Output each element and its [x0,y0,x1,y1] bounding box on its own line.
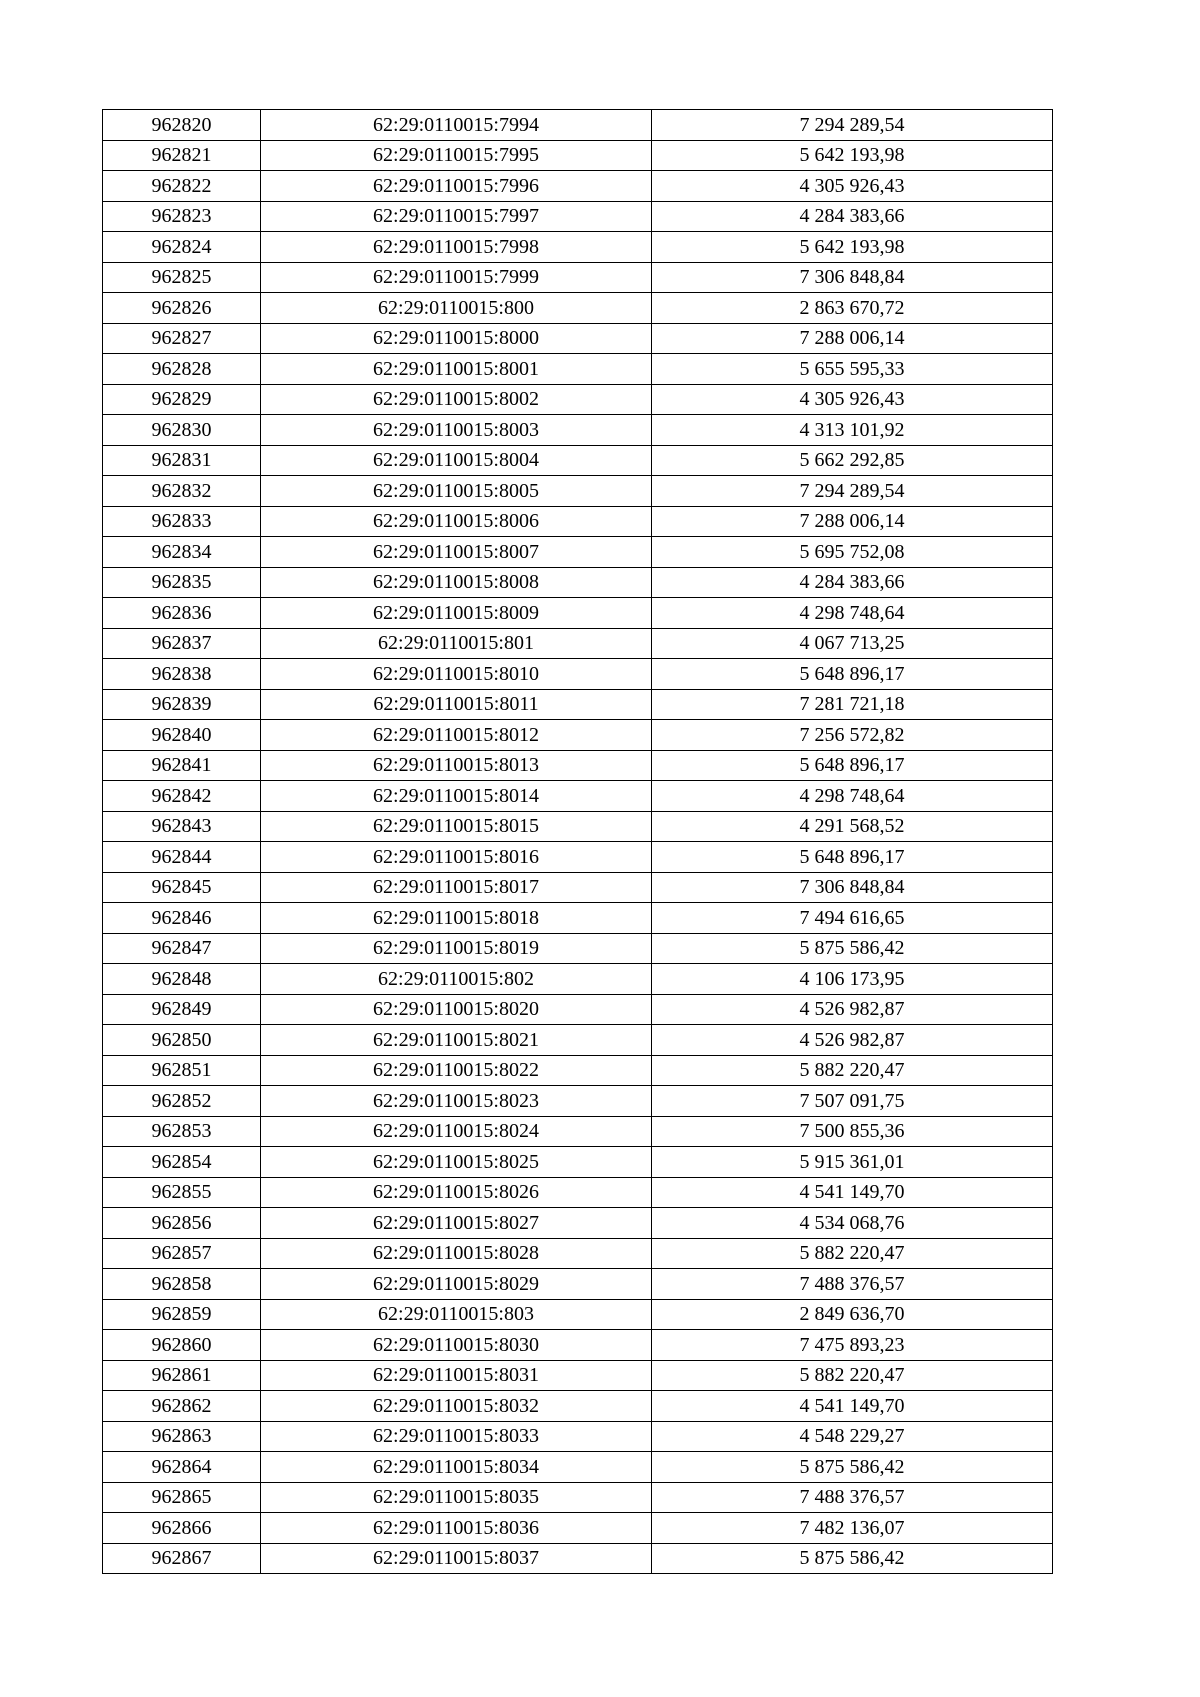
cadastral-number-cell: 62:29:0110015:8002 [261,384,652,415]
row-number-cell: 962858 [103,1269,261,1300]
cadastral-value-cell: 7 488 376,57 [652,1269,1053,1300]
table-row [103,659,1053,690]
cadastral-value-cell: 7 281 721,18 [652,689,1053,720]
cadastral-number-cell: 62:29:0110015:7995 [261,140,652,171]
row-number-cell: 962826 [103,293,261,324]
table-row [103,1543,1053,1574]
row-number-cell: 962821 [103,140,261,171]
table-row [103,201,1053,232]
table-row [103,964,1053,995]
cadastral-number-cell: 62:29:0110015:8031 [261,1360,652,1391]
cadastral-value-cell: 5 915 361,01 [652,1147,1053,1178]
cadastral-value-cell: 5 882 220,47 [652,1238,1053,1269]
table-row [103,903,1053,934]
table-row [103,750,1053,781]
cadastral-number-cell: 62:29:0110015:8032 [261,1391,652,1422]
row-number-cell: 962842 [103,781,261,812]
cadastral-number-cell: 62:29:0110015:8012 [261,720,652,751]
cadastral-number-cell: 62:29:0110015:8021 [261,1025,652,1056]
table-row [103,1147,1053,1178]
cadastral-number-cell: 62:29:0110015:8033 [261,1421,652,1452]
cadastral-number-cell: 62:29:0110015:8010 [261,659,652,690]
row-number-cell: 962861 [103,1360,261,1391]
row-number-cell: 962846 [103,903,261,934]
table-row [103,842,1053,873]
cadastral-value-cell: 7 507 091,75 [652,1086,1053,1117]
cadastral-number-cell: 62:29:0110015:8007 [261,537,652,568]
cadastral-value-cell: 4 526 982,87 [652,1025,1053,1056]
table-row [103,476,1053,507]
cadastral-number-cell: 62:29:0110015:802 [261,964,652,995]
table-row [103,1330,1053,1361]
row-number-cell: 962867 [103,1543,261,1574]
table-row [103,1421,1053,1452]
cadastral-number-cell: 62:29:0110015:8001 [261,354,652,385]
row-number-cell: 962863 [103,1421,261,1452]
cadastral-number-cell: 62:29:0110015:7996 [261,171,652,202]
cadastral-value-cell: 4 284 383,66 [652,567,1053,598]
table-row [103,110,1053,141]
cadastral-value-cell: 4 298 748,64 [652,781,1053,812]
table-row [103,171,1053,202]
cadastral-number-cell: 62:29:0110015:8026 [261,1177,652,1208]
cadastral-value-cell: 4 067 713,25 [652,628,1053,659]
table-row [103,293,1053,324]
cadastral-number-cell: 62:29:0110015:7994 [261,110,652,141]
row-number-cell: 962859 [103,1299,261,1330]
cadastral-value-cell: 7 482 136,07 [652,1513,1053,1544]
cadastral-number-cell: 62:29:0110015:8025 [261,1147,652,1178]
cadastral-value-cell: 4 284 383,66 [652,201,1053,232]
cadastral-value-cell: 7 288 006,14 [652,506,1053,537]
cadastral-number-cell: 62:29:0110015:8027 [261,1208,652,1239]
table-row [103,1360,1053,1391]
cadastral-value-cell: 7 256 572,82 [652,720,1053,751]
cadastral-value-cell: 7 306 848,84 [652,872,1053,903]
cadastral-value-cell: 7 488 376,57 [652,1482,1053,1513]
cadastral-value-cell: 5 882 220,47 [652,1055,1053,1086]
cadastral-value-cell: 4 291 568,52 [652,811,1053,842]
cadastral-number-cell: 62:29:0110015:8030 [261,1330,652,1361]
cadastral-number-cell: 62:29:0110015:8022 [261,1055,652,1086]
cadastral-number-cell: 62:29:0110015:8018 [261,903,652,934]
cadastral-value-cell: 4 305 926,43 [652,171,1053,202]
table-row [103,781,1053,812]
row-number-cell: 962824 [103,232,261,263]
row-number-cell: 962829 [103,384,261,415]
table-row [103,415,1053,446]
row-number-cell: 962862 [103,1391,261,1422]
cadastral-number-cell: 62:29:0110015:7999 [261,262,652,293]
cadastral-number-cell: 62:29:0110015:8029 [261,1269,652,1300]
table-row [103,1238,1053,1269]
cadastral-value-cell: 4 548 229,27 [652,1421,1053,1452]
cadastral-number-cell: 62:29:0110015:7998 [261,232,652,263]
row-number-cell: 962840 [103,720,261,751]
row-number-cell: 962836 [103,598,261,629]
cadastral-number-cell: 62:29:0110015:803 [261,1299,652,1330]
table-row [103,506,1053,537]
row-number-cell: 962843 [103,811,261,842]
row-number-cell: 962855 [103,1177,261,1208]
table-row [103,1086,1053,1117]
table-row [103,262,1053,293]
table-row [103,323,1053,354]
cadastral-value-cell: 4 534 068,76 [652,1208,1053,1239]
table-row [103,933,1053,964]
table-row [103,354,1053,385]
cadastral-value-cell: 4 541 149,70 [652,1391,1053,1422]
cadastral-value-cell: 2 849 636,70 [652,1299,1053,1330]
cadastral-number-cell: 62:29:0110015:8019 [261,933,652,964]
cadastral-number-cell: 62:29:0110015:7997 [261,201,652,232]
row-number-cell: 962860 [103,1330,261,1361]
row-number-cell: 962837 [103,628,261,659]
row-number-cell: 962850 [103,1025,261,1056]
cadastral-value-cell: 5 882 220,47 [652,1360,1053,1391]
cadastral-value-cell: 7 500 855,36 [652,1116,1053,1147]
row-number-cell: 962857 [103,1238,261,1269]
table-row [103,811,1053,842]
cadastral-number-cell: 62:29:0110015:8020 [261,994,652,1025]
cadastral-number-cell: 62:29:0110015:8015 [261,811,652,842]
row-number-cell: 962825 [103,262,261,293]
cadastral-value-cell: 4 526 982,87 [652,994,1053,1025]
row-number-cell: 962828 [103,354,261,385]
cadastral-number-cell: 62:29:0110015:8023 [261,1086,652,1117]
table-row [103,232,1053,263]
table-row [103,1513,1053,1544]
cadastral-value-cell: 5 648 896,17 [652,659,1053,690]
cadastral-number-cell: 62:29:0110015:800 [261,293,652,324]
cadastral-number-cell: 62:29:0110015:8005 [261,476,652,507]
cadastral-value-cell: 5 875 586,42 [652,933,1053,964]
cadastral-number-cell: 62:29:0110015:8008 [261,567,652,598]
cadastral-value-cell: 5 875 586,42 [652,1452,1053,1483]
table-row [103,537,1053,568]
table-row [103,994,1053,1025]
table-row [103,445,1053,476]
table-row [103,1116,1053,1147]
cadastral-value-cell: 5 695 752,08 [652,537,1053,568]
row-number-cell: 962847 [103,933,261,964]
table-row [103,598,1053,629]
cadastral-number-cell: 62:29:0110015:8017 [261,872,652,903]
table-row [103,628,1053,659]
table-row [103,720,1053,751]
cadastral-number-cell: 62:29:0110015:8009 [261,598,652,629]
cadastral-number-cell: 62:29:0110015:8036 [261,1513,652,1544]
table-row [103,1177,1053,1208]
cadastral-value-cell: 5 642 193,98 [652,140,1053,171]
cadastral-number-cell: 62:29:0110015:801 [261,628,652,659]
cadastral-value-cell: 7 294 289,54 [652,110,1053,141]
cadastral-value-cell: 7 306 848,84 [652,262,1053,293]
cadastral-number-cell: 62:29:0110015:8004 [261,445,652,476]
cadastral-value-cell: 4 305 926,43 [652,384,1053,415]
cadastral-number-cell: 62:29:0110015:8034 [261,1452,652,1483]
row-number-cell: 962844 [103,842,261,873]
cadastral-value-cell: 5 642 193,98 [652,232,1053,263]
table-row [103,1208,1053,1239]
cadastral-number-cell: 62:29:0110015:8037 [261,1543,652,1574]
cadastral-value-cell: 2 863 670,72 [652,293,1053,324]
row-number-cell: 962834 [103,537,261,568]
row-number-cell: 962866 [103,1513,261,1544]
table-row [103,1482,1053,1513]
table-row [103,1269,1053,1300]
cadastral-value-cell: 7 294 289,54 [652,476,1053,507]
row-number-cell: 962833 [103,506,261,537]
table-row [103,567,1053,598]
table-row [103,872,1053,903]
row-number-cell: 962831 [103,445,261,476]
cadastral-number-cell: 62:29:0110015:8013 [261,750,652,781]
row-number-cell: 962851 [103,1055,261,1086]
row-number-cell: 962865 [103,1482,261,1513]
table-row [103,1452,1053,1483]
row-number-cell: 962849 [103,994,261,1025]
row-number-cell: 962835 [103,567,261,598]
table-row [103,1055,1053,1086]
table-row [103,384,1053,415]
row-number-cell: 962822 [103,171,261,202]
row-number-cell: 962827 [103,323,261,354]
cadastral-value-cell: 7 288 006,14 [652,323,1053,354]
cadastral-number-cell: 62:29:0110015:8011 [261,689,652,720]
cadastral-value-cell: 5 648 896,17 [652,842,1053,873]
cadastral-value-cell: 5 662 292,85 [652,445,1053,476]
row-number-cell: 962841 [103,750,261,781]
row-number-cell: 962856 [103,1208,261,1239]
row-number-cell: 962830 [103,415,261,446]
row-number-cell: 962853 [103,1116,261,1147]
cadastral-number-cell: 62:29:0110015:8006 [261,506,652,537]
row-number-cell: 962823 [103,201,261,232]
cadastral-value-table [102,109,1053,1574]
table-body [103,110,1053,1574]
cadastral-value-cell: 5 648 896,17 [652,750,1053,781]
row-number-cell: 962852 [103,1086,261,1117]
row-number-cell: 962820 [103,110,261,141]
table-row [103,689,1053,720]
cadastral-number-cell: 62:29:0110015:8035 [261,1482,652,1513]
cadastral-number-cell: 62:29:0110015:8028 [261,1238,652,1269]
cadastral-value-cell: 7 475 893,23 [652,1330,1053,1361]
row-number-cell: 962839 [103,689,261,720]
cadastral-value-cell: 4 313 101,92 [652,415,1053,446]
cadastral-number-cell: 62:29:0110015:8014 [261,781,652,812]
table-row [103,140,1053,171]
row-number-cell: 962838 [103,659,261,690]
table-row [103,1025,1053,1056]
row-number-cell: 962854 [103,1147,261,1178]
cadastral-value-cell: 7 494 616,65 [652,903,1053,934]
row-number-cell: 962864 [103,1452,261,1483]
cadastral-number-cell: 62:29:0110015:8003 [261,415,652,446]
cadastral-number-cell: 62:29:0110015:8016 [261,842,652,873]
row-number-cell: 962845 [103,872,261,903]
cadastral-value-cell: 4 106 173,95 [652,964,1053,995]
table-row [103,1299,1053,1330]
table-row [103,1391,1053,1422]
cadastral-number-cell: 62:29:0110015:8000 [261,323,652,354]
cadastral-value-cell: 5 655 595,33 [652,354,1053,385]
cadastral-value-cell: 4 541 149,70 [652,1177,1053,1208]
row-number-cell: 962832 [103,476,261,507]
cadastral-number-cell: 62:29:0110015:8024 [261,1116,652,1147]
cadastral-value-cell: 4 298 748,64 [652,598,1053,629]
row-number-cell: 962848 [103,964,261,995]
cadastral-value-cell: 5 875 586,42 [652,1543,1053,1574]
